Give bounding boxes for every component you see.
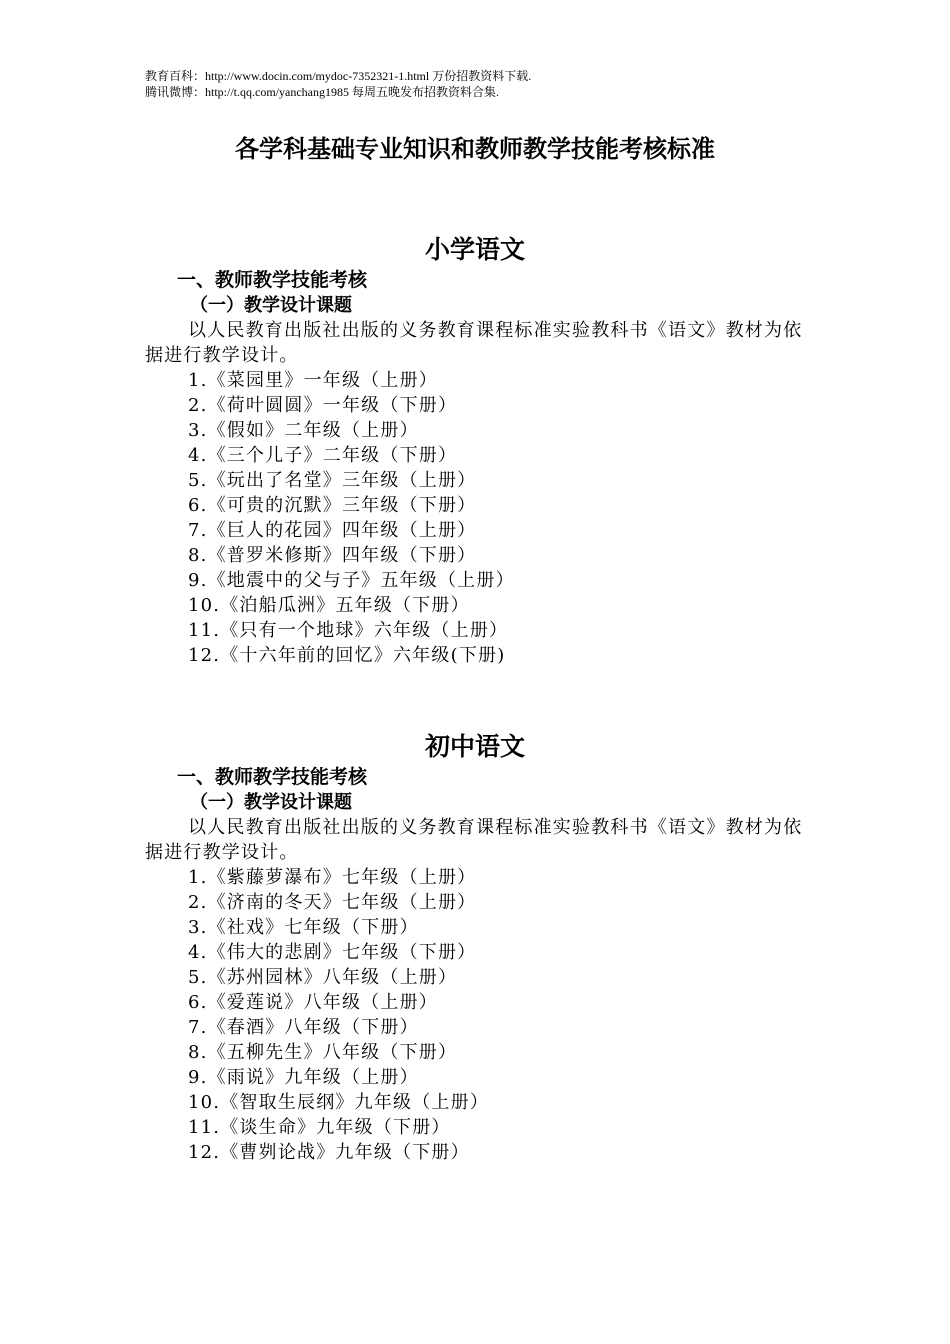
- section-title: 小学语文: [424, 235, 525, 264]
- list-item: 5.《玩出了名堂》三年级（上册）: [188, 470, 477, 491]
- topic-list: [0, 865, 950, 1165]
- list-item: 6.《爱莲说》八年级（上册）: [188, 992, 438, 1013]
- intro-text: 以人民教育出版社出版的义务教育课程标准实验教科书《语文》教材为依据进行教学设计。: [145, 817, 803, 863]
- list-item: 5.《苏州园林》八年级（上册）: [188, 967, 458, 988]
- heading-level2: （一）教学设计课题: [190, 792, 352, 813]
- document-title: 各学科基础专业知识和教师教学技能考核标准: [235, 135, 715, 163]
- list-item: 12.《十六年前的回忆》六年级(下册): [188, 645, 506, 666]
- list-item: 8.《五柳先生》八年级（下册）: [188, 1042, 458, 1063]
- header-line-weibo-docin: 教育百科：http://www.docin.com/mydoc-7352321-1.html 万份招教资料下载.: [145, 69, 532, 83]
- heading-level1: 一、教师教学技能考核: [177, 269, 368, 291]
- list-item: 11.《谈生命》九年级（下册）: [188, 1117, 451, 1138]
- heading-level2: （一）教学设计课题: [190, 295, 352, 316]
- list-item: 11.《只有一个地球》六年级（上册）: [188, 620, 509, 641]
- list-item: 7.《巨人的花园》四年级（上册）: [188, 520, 477, 541]
- list-item: 8.《普罗米修斯》四年级（下册）: [188, 545, 477, 566]
- list-item: 10.《智取生辰纲》九年级（上册）: [188, 1092, 490, 1113]
- list-item: 4.《伟大的悲剧》七年级（下册）: [188, 942, 477, 963]
- list-item: 10.《泊船瓜洲》五年级（下册）: [188, 595, 470, 616]
- list-item: 1.《菜园里》一年级（上册）: [188, 370, 438, 391]
- topic-list: [0, 368, 950, 668]
- section-primary-chinese: [0, 232, 950, 668]
- section-junior-chinese: [0, 729, 950, 1165]
- list-item: 3.《社戏》七年级（下册）: [188, 917, 419, 938]
- list-item: 12.《曹刿论战》九年级（下册）: [188, 1142, 470, 1163]
- list-item: 6.《可贵的沉默》三年级（下册）: [188, 495, 477, 516]
- list-item: 9.《地震中的父与子》五年级（上册）: [188, 570, 515, 591]
- intro-paragraph: [0, 815, 815, 865]
- list-item: 2.《荷叶圆圆》一年级（下册）: [188, 395, 458, 416]
- list-item: 1.《紫藤萝瀑布》七年级（上册）: [188, 867, 477, 888]
- intro-paragraph: [0, 318, 815, 368]
- list-item: 3.《假如》二年级（上册）: [188, 420, 419, 441]
- intro-text: 以人民教育出版社出版的义务教育课程标准实验教科书《语文》教材为依据进行教学设计。: [145, 320, 803, 366]
- page-header: [145, 68, 531, 100]
- list-item: 7.《春酒》八年级（下册）: [188, 1017, 419, 1038]
- section-title: 初中语文: [424, 732, 525, 761]
- list-item: 2.《济南的冬天》七年级（上册）: [188, 892, 477, 913]
- heading-level1: 一、教师教学技能考核: [177, 766, 368, 788]
- list-item: 9.《雨说》九年级（上册）: [188, 1067, 419, 1088]
- list-item: 4.《三个儿子》二年级（下册）: [188, 445, 458, 466]
- header-line-tqq: 腾讯微博：http://t.qq.com/yanchang1985 每周五晚发布招教资料合集.: [145, 85, 499, 99]
